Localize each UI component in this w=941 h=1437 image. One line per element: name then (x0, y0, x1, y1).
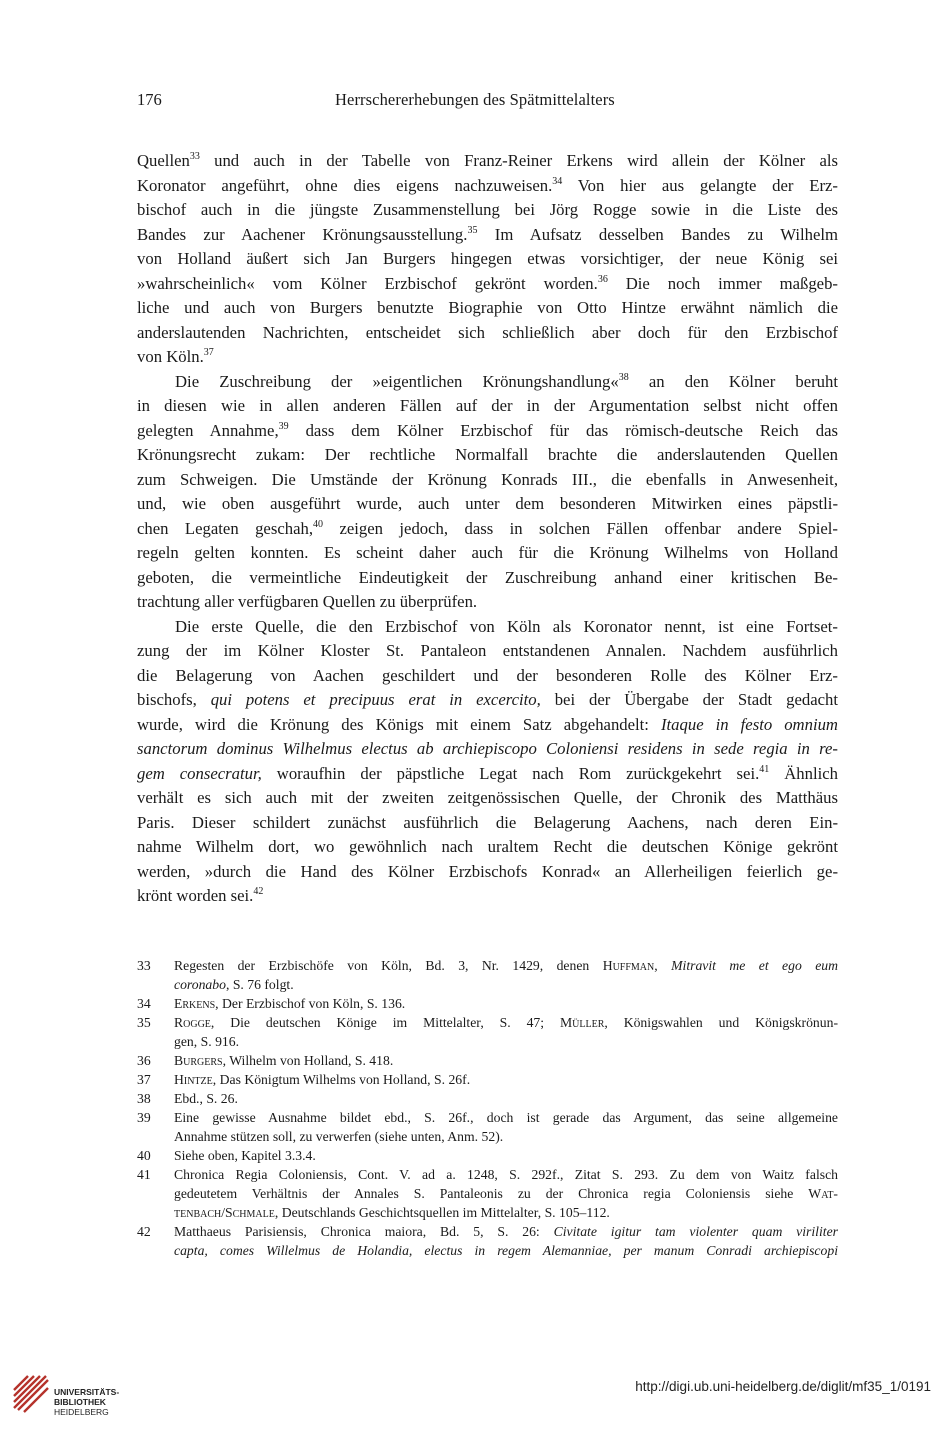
main-text (137, 149, 838, 909)
text-line: die Belagerung von Aachen geschildert und der besonderen Rolle des Kölner Erz- (137, 665, 838, 685)
footnote (137, 1165, 838, 1222)
footnotes (137, 956, 838, 1260)
footnote-number: 40 (137, 1148, 151, 1163)
footnote-line: Eine gewisse Ausnahme bildet ebd., S. 26f., doch ist gerade das Argument, das seine allgemeine (174, 1110, 838, 1125)
text-line: gelegten Annahme,$^{39}$ dass dem Kölner Erzbischof für das römisch-deutsche Reich das (137, 420, 838, 440)
footnote-line: Annahme stützen soll, zu verwerfen (siehe unten, Anm. 52). (174, 1129, 504, 1144)
text-line: bischof auch in die jüngste Zusammenstellung bei Jörg Rogge sowie in die Liste des (137, 200, 838, 219)
text-line: »wahrscheinlich« vom Kölner Erzbischof gekrönt worden.$^{36}$ Die noch immer maßgeb- (137, 273, 838, 293)
footnote-line: Erkens, Der Erzbischof von Köln, S. 136. (174, 996, 406, 1011)
footnote-number: 42 (137, 1224, 151, 1239)
footnote-line: capta, comes Willelmus de Holandia, electus in regem Alemanniae, per manum Conradi archiepiscopi (174, 1243, 838, 1258)
footnote-number: 36 (137, 1053, 151, 1068)
footnote-line: Rogge, Die deutschen Könige im Mittelalter, S. 47; Müller, Königswahlen und Königskrönun- (174, 1015, 838, 1030)
text-line: in diesen wie in allen anderen Fällen auf der in der Argumentation selbst nicht offen (137, 396, 838, 415)
text-line: Krönungsrecht zukam: Der rechtliche Normalfall brachte die anderslautenden Quellen (137, 445, 838, 464)
library-name-3: HEIDELBERG (54, 1407, 109, 1417)
text-line: krönt worden sei.$^{42}$ (137, 886, 264, 905)
text-line: chen Legaten geschah,$^{40}$ zeigen jedoch, dass in solchen Fällen offenbar andere Spiel- (137, 518, 838, 538)
text-line: wurde, wird die Krönung des Königs mit einem Satz abgehandelt: Itaque in festo omnium (137, 714, 838, 734)
text-line: sanctorum dominus Wilhelmus electus ab archiepiscopo Coloniensi residens in sede regia in re- (137, 739, 838, 758)
footnote (137, 1146, 838, 1165)
footnote (137, 1108, 838, 1146)
text-line: zung der im Kölner Kloster St. Pantaleon entstandenen Annalen. Nachdem ausführlich (137, 641, 838, 660)
text-line: anderslautenden Nachrichten, entscheidet sich schließlich aber doch für den Erzbischof (137, 322, 838, 342)
text-line: bischofs, qui potens et precipuus erat in excercito, bei der Übergabe der Stadt gedacht (137, 690, 838, 709)
footnote-line: Hintze, Das Königtum Wilhelms von Holland, S. 26f. (174, 1072, 471, 1087)
running-title: Herrschererhebungen des Spätmittelalters (335, 90, 615, 109)
footnote-line: Regesten der Erzbischöfe von Köln, Bd. 3, Nr. 1429, denen Huffman, Mitravit me et ego eum (174, 958, 839, 973)
footnote-line: Matthaeus Parisiensis, Chronica maiora, Bd. 5, S. 26: Civitate igitur tam violenter quam viriliter (174, 1224, 838, 1239)
footnote-line: Siehe oben, Kapitel 3.3.4. (174, 1148, 316, 1163)
library-name-1: UNIVERSITÄTS- (54, 1387, 120, 1397)
footnote (137, 1051, 838, 1070)
text-line: liche und auch von Burgers benutzte Biographie von Otto Hintze erwähnt nämlich die (137, 298, 838, 317)
text-line: von Köln.$^{37}$ (137, 347, 214, 366)
footnote-number: 34 (137, 996, 151, 1011)
footnote-number: 37 (137, 1072, 151, 1087)
footnote (137, 994, 838, 1013)
library-logo-icon (10, 1372, 50, 1416)
text-line: Koronator angeführt, ohne dies eigens nachzuweisen.$^{34}$ Von hier aus gelangte der Erz- (137, 175, 838, 195)
text-line: Quellen$^{33}$ und auch in der Tabelle von Franz-Reiner Erkens wird allein der Kölner als (137, 151, 838, 170)
footnote-line: tenbach/Schmale, Deutschlands Geschichtsquellen im Mittelalter, S. 105–112. (174, 1205, 610, 1220)
footnote-number: 35 (137, 1015, 151, 1030)
text-line: werden, »durch die Hand des Kölner Erzbischofs Konrad« an Allerheiligen feierlich ge- (137, 861, 838, 881)
source-url-link[interactable]: http://digi.ub.uni-heidelberg.de/diglit/mf35_1/0191 (635, 1379, 931, 1394)
text-line: Paris. Dieser schildert zunächst ausführlich die Belagerung Aachens, nach deren Ein- (137, 812, 838, 832)
text-line: verhält es sich auch mit der zweiten zeitgenössischen Quelle, der Chronik des Matthäus (137, 788, 838, 807)
footnote-line: Chronica Regia Coloniensis, Cont. V. ad a. 1248, S. 292f., Zitat S. 293. Zu dem von Waitz falsch (174, 1167, 838, 1182)
footnote (137, 1013, 838, 1051)
text-line: gem consecratur, woraufhin der päpstliche Legat nach Rom zurückgekehrt sei.$^{41}$ Ähnlich (137, 763, 838, 783)
text-line: Die Zuschreibung der »eigentlichen Krönungshandlung«$^{38}$ an den Kölner beruht (175, 371, 838, 391)
footnote-line: coronabo, S. 76 folgt. (174, 977, 294, 992)
footnote (137, 1222, 838, 1260)
footnote-number: 39 (137, 1110, 151, 1125)
footnote-number: 33 (137, 958, 151, 973)
footnote-line: Burgers, Wilhelm von Holland, S. 418. (174, 1053, 394, 1068)
footnote-line: gen, S. 916. (174, 1034, 240, 1049)
footnote (137, 1089, 838, 1108)
text-line: regeln gelten konnten. Es scheint daher auch für die Krönung Wilhelms von Holland (137, 543, 838, 562)
text-line: von Holland äußert sich Jan Burgers hingegen etwas vorsichtiger, der neue König sei (137, 249, 838, 268)
text-line: und, wie oben ausgeführt wurde, auch unter dem besonderen Mitwirken eines päpstli- (137, 494, 838, 513)
text-line: Die erste Quelle, die den Erzbischof von Köln als Koronator nennt, ist eine Fortset- (175, 616, 838, 636)
library-logo[interactable] (10, 1372, 130, 1422)
text-line: nahme Wilhelm dort, wo gewöhnlich nach uraltem Recht die deutschen Könige gekrönt (137, 837, 838, 856)
library-name-2: BIBLIOTHEK (54, 1397, 106, 1407)
footnote-number: 41 (137, 1167, 151, 1182)
text-line: trachtung aller verfügbaren Quellen zu überprüfen. (137, 592, 478, 611)
text-line: zum Schweigen. Die Umstände der Krönung Konrads III., die ebenfalls in Anwesenheit, (137, 469, 838, 489)
footnote-number: 38 (137, 1091, 151, 1106)
page-number: 176 (137, 90, 162, 109)
footnote (137, 1070, 838, 1089)
text-line: geboten, die vermeintliche Eindeutigkeit der Zuschreibung anhand einer kritischen Be- (137, 567, 838, 587)
footnote-line: gedeutetem Verhältnis der Annales S. Pantaleonis zu der Chronica regia Coloniensis siehe Wat- (174, 1186, 838, 1201)
text-line: Bandes zur Aachener Krönungsausstellung.$^{35}$ Im Aufsatz desselben Bandes zu Wilhelm (137, 224, 839, 244)
library-logo-text (54, 1387, 119, 1417)
page-header (137, 88, 837, 112)
footnote (137, 956, 838, 994)
footnote-line: Ebd., S. 26. (174, 1091, 238, 1106)
